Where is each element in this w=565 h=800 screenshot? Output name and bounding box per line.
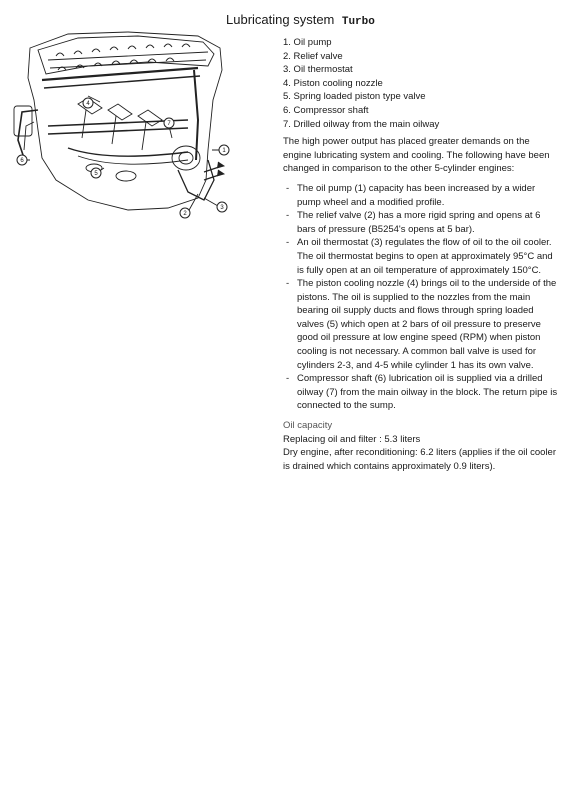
change-item: - The relief valve (2) has a more rigid spring and opens at 6 bars of pressure (B5254's opens at 5 bar). [283,209,558,236]
oil-capacity-heading: Oil capacity [283,420,333,432]
parts-list [283,36,558,131]
callout-4: 4 [86,101,90,107]
changes-list [283,182,558,413]
parts-list-item: 7. Drilled oilway from the main oilway [283,118,440,130]
callout-7: 7 [167,121,171,127]
callout-6: 6 [20,158,24,164]
title-suffix: Turbo [341,16,375,28]
oil-capacity-line: Replacing oil and filter : 5.3 liters [283,433,421,445]
change-item: - An oil thermostat (3) regulates the flow of oil to the oil cooler. The oil thermostat begins to open at approximately 95°C and is fully open at an oil temperature of approximately 150°C. [283,236,558,277]
parts-list-item: 4. Piston cooling nozzle [283,77,383,89]
page-title [226,11,375,29]
title-main: Lubricating system [226,12,335,27]
engine-lubrication-illustration [8,30,270,222]
parts-list-item: 2. Relief valve [283,50,343,62]
parts-list-item: 3. Oil thermostat [283,64,353,76]
engine-drawing [8,30,270,222]
intro-paragraph: The high power output has placed greater demands on the engine lubricating system and cooling. The following have been changed in comparison to the other 5-cylinder engines: [283,136,550,175]
callout-2: 2 [183,211,187,217]
change-item: - The piston cooling nozzle (4) brings oil to the underside of the pistons. The oil is supplied to the nozzles from the main bearing oil supply ducts and flows through spring loaded valves (5) which open at 2 bars of oil pressure to preserve good oil pressure at low engine speed (RPM) when piston cooling is not necessary. A common ball valve is used for cylinders 2-3, and 4-5 while cylinder 1 has its own valve. [283,277,558,372]
parts-list-item: 1. Oil pump [283,37,332,48]
parts-list-item: 6. Compressor shaft [283,104,369,116]
parts-list-item: 5. Spring loaded piston type valve [283,91,426,103]
callout-5: 5 [94,171,98,177]
callout-1: 1 [222,148,226,154]
oil-capacity-line: Dry engine, after reconditioning: 6.2 liters (applies if the oil cooler is drained which contains approximately 0.9 liters). [283,447,557,472]
change-item: - The oil pump (1) capacity has been increased by a wider pump wheel and a modified profile. [283,182,558,209]
change-item: - Compressor shaft (6) lubrication oil is supplied via a drilled oilway (7) from the main oilway in the block. The return pipe is connected to the sump. [283,372,558,413]
callout-3: 3 [220,205,224,211]
text-column [283,36,558,473]
